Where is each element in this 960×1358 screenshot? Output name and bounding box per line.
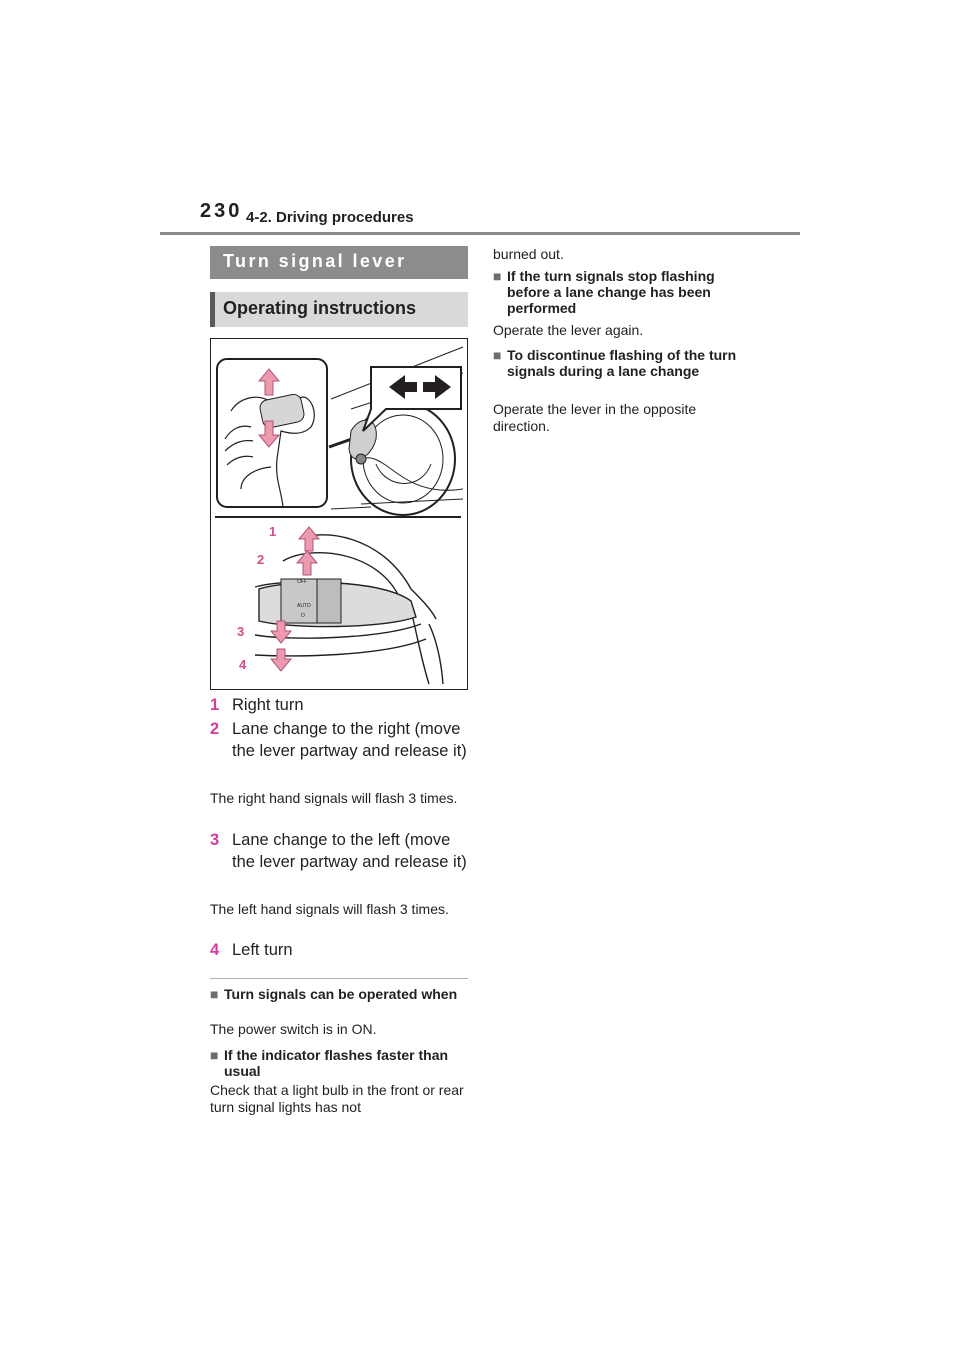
callout-3: 3: [237, 624, 245, 639]
note-heading-text: If the indicator flashes faster than usual: [224, 1047, 449, 1079]
callout-item-2: [210, 718, 472, 784]
note-body-1: The power switch is in ON.: [210, 1021, 377, 1037]
square-bullet-icon: ■: [210, 986, 219, 1002]
turn-signal-illustration: [210, 338, 468, 690]
header-rule: [160, 232, 800, 235]
subsection-title: [210, 292, 468, 327]
callout-number: 2: [210, 720, 220, 738]
note-heading-text: To discontinue flashing of the turn signals during a lane change: [507, 347, 737, 379]
callout-item-4: [210, 939, 472, 961]
chapter-title: 4-2. Driving procedures: [246, 209, 414, 226]
page-number: 230: [200, 200, 243, 222]
subsection-title-text: Operating instructions: [223, 298, 417, 318]
callout-note-3: The left hand signals will flash 3 times.: [210, 901, 449, 917]
note-heading-4: [493, 347, 753, 397]
lever-diagram: [211, 339, 467, 689]
note-heading-3: [493, 268, 753, 318]
square-bullet-icon: ■: [493, 347, 502, 363]
section-title: [210, 246, 468, 279]
callout-4: 4: [239, 657, 247, 672]
section-divider: [210, 978, 468, 979]
note-body-2-part1: Check that a light bulb in the front or rear turn signal lights has not: [210, 1082, 464, 1115]
callout-text: Left turn: [232, 941, 293, 959]
note-body-4: Operate the lever in the opposite direction.: [493, 401, 697, 434]
callout-number: 3: [210, 831, 220, 849]
off-label: OFF: [297, 579, 307, 585]
callout-text: Lane change to the left (move the lever partway and release it): [232, 831, 467, 871]
callout-text: Right turn: [232, 696, 304, 714]
subsection-accent-bar: [210, 292, 215, 327]
section-title-text: Turn signal lever: [223, 251, 407, 271]
callout-item-3: [210, 829, 472, 895]
callout-number: 4: [210, 941, 220, 959]
callout-1: 1: [269, 524, 277, 539]
note-heading-text: If the turn signals stop flashing before a lane change has been performed: [507, 268, 715, 316]
callout-note-2: The right hand signals will flash 3 times.: [210, 790, 458, 806]
square-bullet-icon: ■: [493, 268, 502, 284]
callout-item-1: [210, 694, 472, 716]
square-bullet-icon: ■: [210, 1047, 219, 1063]
o-label: O: [301, 613, 305, 619]
auto-label: AUTO: [297, 603, 311, 609]
note-heading-text: Turn signals can be operated when: [224, 986, 458, 1002]
note-heading-2: [210, 1047, 468, 1079]
arrow-callout-box: [363, 367, 461, 431]
callout-number: 1: [210, 696, 220, 714]
note-body-3: Operate the lever again.: [493, 322, 644, 338]
callout-2: 2: [257, 552, 265, 567]
note-heading-1: [210, 986, 468, 1018]
note-body-2-part2: burned out.: [493, 246, 564, 262]
callout-text: Lane change to the right (move the lever partway and release it): [232, 720, 467, 760]
